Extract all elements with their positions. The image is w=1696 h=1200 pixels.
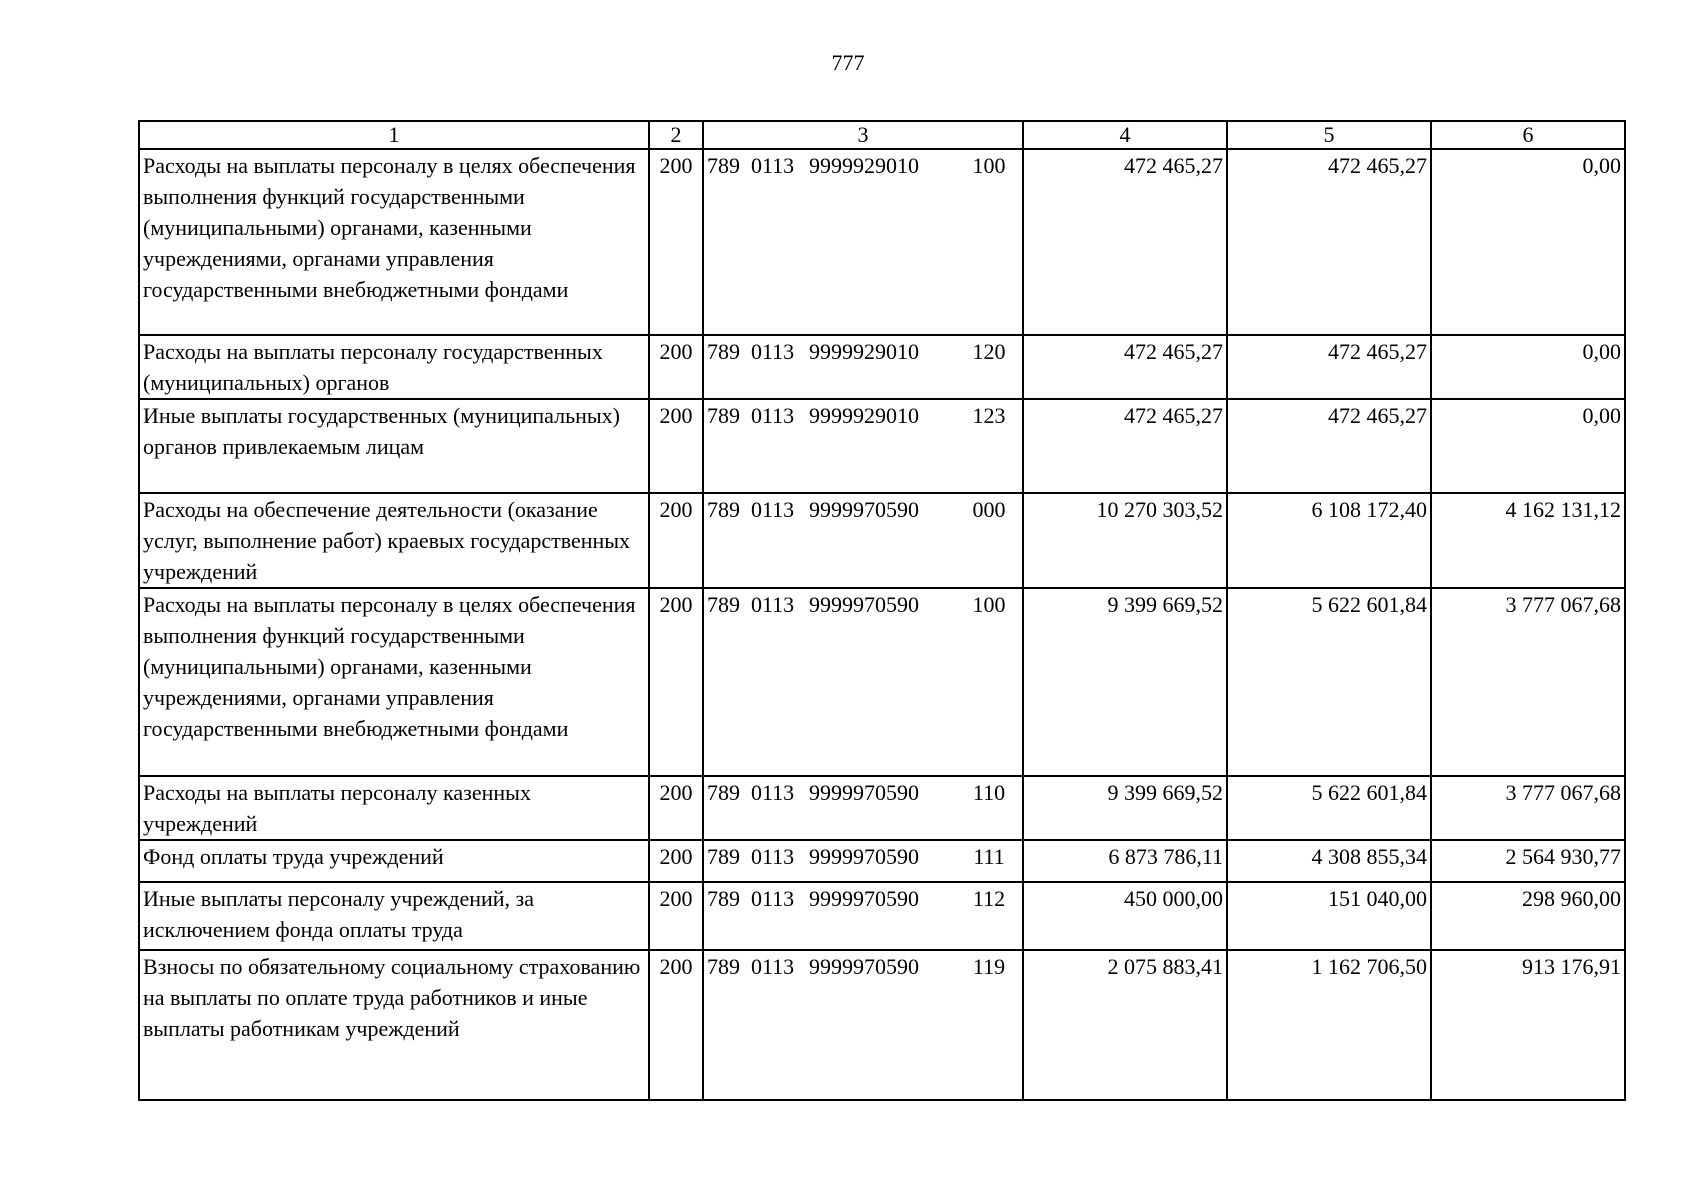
code-part-code-b: 0113 [751, 592, 795, 617]
code-part-code-b: 0113 [751, 497, 795, 522]
code-part-code-d: 123 [972, 403, 1006, 428]
column-header-4: 4 [1023, 121, 1227, 149]
row-executed: 1 162 706,50 [1227, 950, 1431, 1100]
row-approved: 2 075 883,41 [1023, 950, 1227, 1100]
row-not-executed: 0,00 [1431, 335, 1625, 399]
row-line-code: 200 [649, 493, 703, 588]
row-not-executed: 4 162 131,12 [1431, 493, 1625, 588]
row-budget-code [703, 950, 1023, 1100]
header-row [139, 121, 1625, 149]
row-name: Фонд оплаты труда учреждений [139, 840, 649, 882]
table-row [139, 776, 1625, 840]
row-name: Расходы на выплаты персоналу в целях обеспечения выполнения функций государственными (муниципальными) органами, казенными учреждениями, органами управления государственными внебюджетными фондами [139, 149, 649, 335]
row-budget-code [703, 493, 1023, 588]
column-header-6: 6 [1431, 121, 1625, 149]
table-row [139, 335, 1625, 399]
code-part-code-c: 9999970590 [809, 780, 919, 805]
row-budget-code [703, 588, 1023, 776]
row-approved: 9 399 669,52 [1023, 588, 1227, 776]
code-part-code-c: 9999929010 [809, 339, 919, 364]
code-part-code-b: 0113 [751, 886, 795, 911]
row-executed: 4 308 855,34 [1227, 840, 1431, 882]
row-not-executed: 3 777 067,68 [1431, 776, 1625, 840]
code-part-code-b: 0113 [751, 844, 795, 869]
column-header-2: 2 [649, 121, 703, 149]
row-name: Иные выплаты персоналу учреждений, за исключением фонда оплаты труда [139, 882, 649, 950]
table-row [139, 399, 1625, 493]
code-part-code-b: 0113 [751, 153, 795, 178]
row-line-code: 200 [649, 149, 703, 335]
table-row [139, 950, 1625, 1100]
row-approved: 6 873 786,11 [1023, 840, 1227, 882]
code-part-code-d: 100 [972, 592, 1006, 617]
code-part-code-a: 789 [707, 844, 740, 869]
row-not-executed: 2 564 930,77 [1431, 840, 1625, 882]
code-part-code-b: 0113 [751, 339, 795, 364]
code-part-code-a: 789 [707, 954, 740, 979]
code-part-code-c: 9999970590 [809, 954, 919, 979]
row-not-executed: 298 960,00 [1431, 882, 1625, 950]
code-part-code-a: 789 [707, 592, 740, 617]
row-budget-code [703, 882, 1023, 950]
code-part-code-d: 111 [973, 844, 1005, 869]
row-executed: 472 465,27 [1227, 399, 1431, 493]
code-part-code-a: 789 [707, 780, 740, 805]
code-part-code-a: 789 [707, 339, 740, 364]
code-part-code-a: 789 [707, 886, 740, 911]
code-part-code-d: 100 [972, 153, 1006, 178]
row-budget-code [703, 149, 1023, 335]
budget-table [138, 120, 1626, 1101]
code-part-code-d: 112 [972, 886, 1006, 911]
row-budget-code [703, 840, 1023, 882]
row-approved: 10 270 303,52 [1023, 493, 1227, 588]
row-budget-code [703, 399, 1023, 493]
row-budget-code [703, 776, 1023, 840]
code-part-code-d: 110 [972, 780, 1006, 805]
row-executed: 472 465,27 [1227, 335, 1431, 399]
row-line-code: 200 [649, 399, 703, 493]
row-line-code: 200 [649, 588, 703, 776]
column-header-5: 5 [1227, 121, 1431, 149]
code-part-code-c: 9999929010 [809, 403, 919, 428]
column-header-3: 3 [703, 121, 1023, 149]
row-approved: 472 465,27 [1023, 399, 1227, 493]
row-line-code: 200 [649, 840, 703, 882]
code-part-code-c: 9999929010 [809, 153, 919, 178]
row-approved: 472 465,27 [1023, 335, 1227, 399]
code-part-code-c: 9999970590 [809, 592, 919, 617]
table-row [139, 588, 1625, 776]
code-part-code-b: 0113 [751, 780, 795, 805]
row-name: Взносы по обязательному социальному страхованию на выплаты по оплате труда работников и иные выплаты работникам учреждений [139, 950, 649, 1100]
code-part-code-d: 000 [972, 497, 1006, 522]
row-executed: 472 465,27 [1227, 149, 1431, 335]
row-name: Иные выплаты государственных (муниципальных) органов привлекаемым лицам [139, 399, 649, 493]
row-line-code: 200 [649, 882, 703, 950]
row-executed: 6 108 172,40 [1227, 493, 1431, 588]
row-line-code: 200 [649, 776, 703, 840]
row-approved: 472 465,27 [1023, 149, 1227, 335]
row-budget-code [703, 335, 1023, 399]
row-name: Расходы на выплаты персоналу государственных (муниципальных) органов [139, 335, 649, 399]
row-name: Расходы на обеспечение деятельности (оказание услуг, выполнение работ) краевых государственных учреждений [139, 493, 649, 588]
row-executed: 5 622 601,84 [1227, 588, 1431, 776]
column-header-1: 1 [139, 121, 649, 149]
row-name: Расходы на выплаты персоналу казенных учреждений [139, 776, 649, 840]
row-not-executed: 0,00 [1431, 149, 1625, 335]
code-part-code-c: 9999970590 [809, 844, 919, 869]
code-part-code-b: 0113 [751, 954, 795, 979]
table-row [139, 149, 1625, 335]
row-executed: 151 040,00 [1227, 882, 1431, 950]
row-approved: 450 000,00 [1023, 882, 1227, 950]
row-line-code: 200 [649, 950, 703, 1100]
code-part-code-d: 119 [972, 954, 1006, 979]
row-not-executed: 0,00 [1431, 399, 1625, 493]
row-not-executed: 913 176,91 [1431, 950, 1625, 1100]
code-part-code-d: 120 [972, 339, 1006, 364]
row-executed: 5 622 601,84 [1227, 776, 1431, 840]
row-approved: 9 399 669,52 [1023, 776, 1227, 840]
code-part-code-a: 789 [707, 403, 740, 428]
code-part-code-c: 9999970590 [809, 886, 919, 911]
page-number: 777 [831, 50, 865, 75]
row-line-code: 200 [649, 335, 703, 399]
table-row [139, 493, 1625, 588]
table-row [139, 882, 1625, 950]
code-part-code-a: 789 [707, 153, 740, 178]
row-not-executed: 3 777 067,68 [1431, 588, 1625, 776]
code-part-code-c: 9999970590 [809, 497, 919, 522]
table-row [139, 840, 1625, 882]
code-part-code-a: 789 [707, 497, 740, 522]
row-name: Расходы на выплаты персоналу в целях обеспечения выполнения функций государственными (муниципальными) органами, казенными учреждениями, органами управления государственными внебюджетными фондами [139, 588, 649, 776]
code-part-code-b: 0113 [751, 403, 795, 428]
